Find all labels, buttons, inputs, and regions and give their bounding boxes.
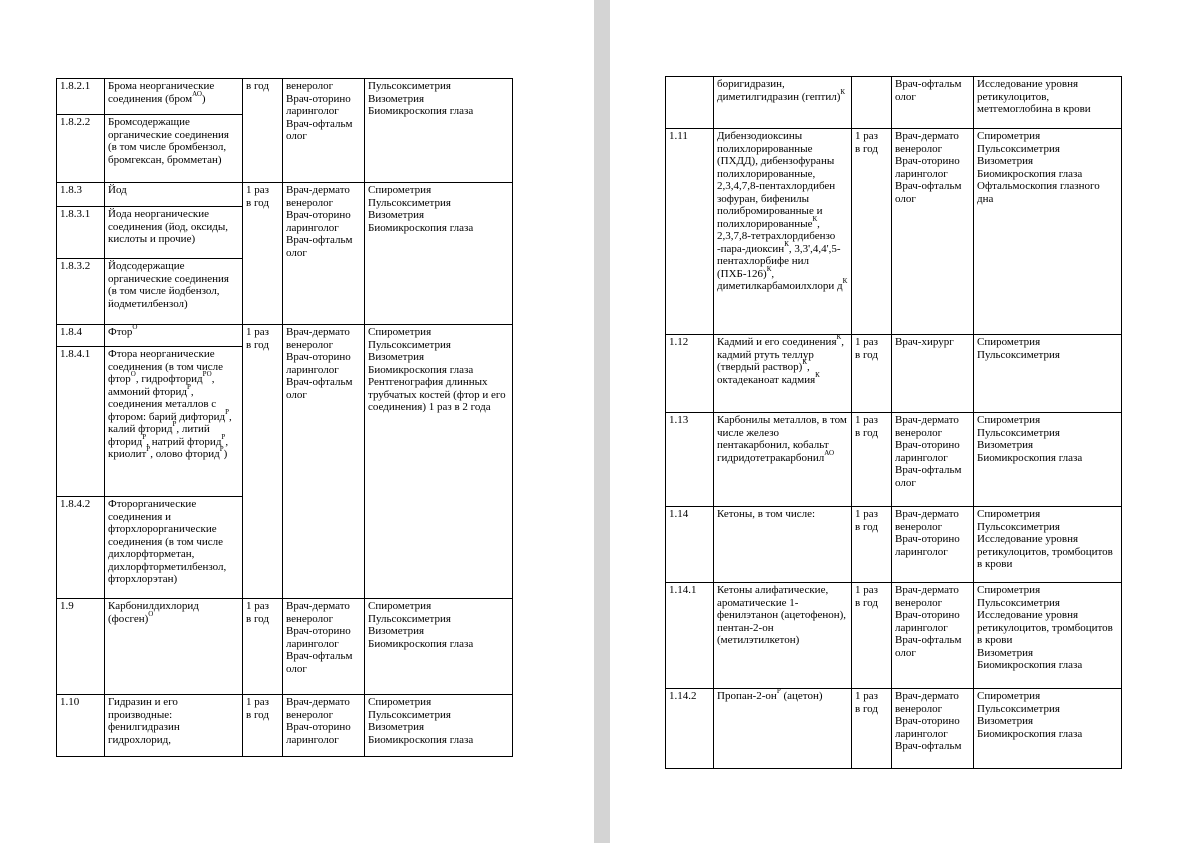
row-doctors: Врач-дермато венеролог Врач-оторино ларинголог — [283, 695, 365, 757]
row-doctors: Врач-дермато венеролог Врач-оторино ларинголог Врач-офтальм олог — [283, 599, 365, 695]
row-frequency — [852, 77, 892, 129]
row-substance: Йод — [105, 183, 243, 207]
row-substance: Кадмий и его соединения$^К$, кадмий ртуть теллур (твердый раствор)$^К$, октадеканоат кадмия$^К$ — [714, 335, 852, 413]
row-frequency: 1 раз в год — [852, 413, 892, 507]
page-gutter — [594, 0, 610, 843]
row-code: 1.8.4.2 — [57, 497, 105, 599]
row-code: 1.8.4 — [57, 325, 105, 347]
row-substance: Дибензодиоксины полихлорированные (ПХДД), дибензофураны полихлорированные, 2,3,4,7,8-пентахлордибен зофуран, бифенилы полибромированные и полихлорированные$^К$, 2,3,7,8-тетрахлордибензо -пара-диоксин$^К$, 3,3',4,4',5-пентахлорбифе нил $(ПХБ-126)^К$, диметилкарбамоилхлори $д^К$ — [714, 129, 852, 335]
row-exams: Спирометрия Пульсоксиметрия Визометрия Биомикроскопия глаза — [365, 695, 513, 757]
row-exams: Спирометрия Пульсоксиметрия Визометрия Биомикроскопия глаза Рентгенография длинных трубчатых костей (фтор и его соединения) 1 раз в 2 года — [365, 325, 513, 599]
row-substance: Фтора неорганические соединения (в том числе фтор$^О$, гидрофторид$^{РО}$, аммоний фторид$^Р$, соединения металлов с фтором: барий дифторид$^Р$, калий фторид$^Р$, литий фторид$^Р$, натрий фторид$^Р$, криолит$^Р$, олово фторид$^Р$) — [105, 347, 243, 497]
table-row — [57, 183, 513, 207]
row-frequency: 1 раз в год — [852, 583, 892, 689]
row-substance: Йодсодержащие органические соединения (в том числе йодбензол, йодметилбензол) — [105, 259, 243, 325]
row-exams: Спирометрия Пульсоксиметрия Визометрия Биомикроскопия глаза — [974, 413, 1122, 507]
table-row — [666, 413, 1122, 507]
row-exams: Исследование уровня ретикулоцитов, метгемоглобина в крови — [974, 77, 1122, 129]
row-doctors: Врач-дермато венеролог Врач-оторино ларинголог Врач-офтальм — [892, 689, 974, 769]
row-exams: Спирометрия Пульсоксиметрия Визометрия Биомикроскопия глаза — [365, 599, 513, 695]
document-page-right — [610, 0, 1200, 843]
table-row — [57, 599, 513, 695]
row-code — [666, 77, 714, 129]
row-substance: Карбонилы металлов, в том числе железо пентакарбонил, кобальт гидридотетракарбонил$^{АО}$ — [714, 413, 852, 507]
table-row — [666, 583, 1122, 689]
row-code: 1.14.2 — [666, 689, 714, 769]
document-page-left — [0, 0, 594, 843]
row-substance: Фтор$^О$ — [105, 325, 243, 347]
row-exams: Спирометрия Пульсоксиметрия Исследование уровня ретикулоцитов, тромбоцитов в крови Визометрия Биомикроскопия глаза — [974, 583, 1122, 689]
row-substance: Кетоны алифатические, ароматические 1-фенилэтанон (ацетофенон), пентан-2-он (метилэтилкетон) — [714, 583, 852, 689]
row-exams: Пульсоксиметрия Визометрия Биомикроскопия глаза — [365, 79, 513, 183]
row-frequency: 1 раз в год — [243, 183, 283, 325]
table-row — [57, 325, 513, 347]
table-row — [666, 129, 1122, 335]
row-code: 1.8.2.2 — [57, 115, 105, 183]
row-frequency: 1 раз в год — [243, 695, 283, 757]
row-substance: Пропан-$2-он^Р$ (ацетон) — [714, 689, 852, 769]
row-substance: боригидразин, диметилгидразин (гептил)$^К$ — [714, 77, 852, 129]
row-exams: Спирометрия Пульсоксиметрия — [974, 335, 1122, 413]
row-code: 1.14.1 — [666, 583, 714, 689]
table-row — [57, 79, 513, 115]
row-doctors: Врач-дермато венеролог Врач-оторино ларинголог Врач-офтальм олог — [283, 183, 365, 325]
row-frequency: 1 раз в год — [852, 507, 892, 583]
row-substance: Карбонилдихлорид (фосген)$^О$ — [105, 599, 243, 695]
row-substance: Йода неорганические соединения (йод, оксиды, кислоты и прочие) — [105, 207, 243, 259]
row-doctors: Врач-дермато венеролог Врач-оторино ларинголог Врач-офтальм олог — [283, 325, 365, 599]
row-frequency: 1 раз в год — [243, 325, 283, 599]
row-doctors: Врач-хирург — [892, 335, 974, 413]
row-code: 1.9 — [57, 599, 105, 695]
row-doctors: Врач-дермато венеролог Врач-оторино ларинголог Врач-офтальм олог — [892, 583, 974, 689]
row-substance: Гидразин и его производные: фенилгидразин гидрохлорид, — [105, 695, 243, 757]
row-substance: Кетоны, в том числе: — [714, 507, 852, 583]
row-doctors: венеролог Врач-оторино ларинголог Врач-офтальм олог — [283, 79, 365, 183]
row-doctors: Врач-дермато венеролог Врач-оторино ларинголог — [892, 507, 974, 583]
table-row — [666, 507, 1122, 583]
row-doctors: Врач-дермато венеролог Врач-оторино ларинголог Врач-офтальм олог — [892, 129, 974, 335]
hazard-table-left — [56, 78, 513, 757]
table-row — [666, 689, 1122, 769]
row-exams: Спирометрия Пульсоксиметрия Исследование уровня ретикулоцитов, тромбоцитов в крови — [974, 507, 1122, 583]
hazard-table-right — [665, 76, 1122, 769]
row-code: 1.13 — [666, 413, 714, 507]
table-row — [666, 335, 1122, 413]
row-doctors: Врач-дермато венеролог Врач-оторино ларинголог Врач-офтальм олог — [892, 413, 974, 507]
row-exams: Спирометрия Пульсоксиметрия Визометрия Биомикроскопия глаза — [974, 689, 1122, 769]
row-frequency: 1 раз в год — [852, 689, 892, 769]
row-frequency: 1 раз в год — [852, 129, 892, 335]
row-code: 1.8.3.1 — [57, 207, 105, 259]
row-exams: Спирометрия Пульсоксиметрия Визометрия Биомикроскопия глаза — [365, 183, 513, 325]
row-code: 1.10 — [57, 695, 105, 757]
row-code: 1.14 — [666, 507, 714, 583]
row-substance: Брома неорганические соединения (бром$^{АО}$) — [105, 79, 243, 115]
row-substance: Бромсодержащие органические соединения (в том числе бромбензол, бромгексан, бромметан) — [105, 115, 243, 183]
row-exams: Спирометрия Пульсоксиметрия Визометрия Биомикроскопия глаза Офтальмоскопия глазного дна — [974, 129, 1122, 335]
row-code: 1.8.4.1 — [57, 347, 105, 497]
row-frequency: 1 раз в год — [243, 599, 283, 695]
row-substance: Фторорганические соединения и фторхлорорганические соединения (в том числе дихлорфторметан, дихлорфторметилбензол, фторхлорэтан) — [105, 497, 243, 599]
row-code: 1.8.3 — [57, 183, 105, 207]
row-code: 1.8.3.2 — [57, 259, 105, 325]
row-code: 1.8.2.1 — [57, 79, 105, 115]
row-frequency: 1 раз в год — [852, 335, 892, 413]
row-code: 1.11 — [666, 129, 714, 335]
row-frequency: в год — [243, 79, 283, 183]
row-code: 1.12 — [666, 335, 714, 413]
table-row — [666, 77, 1122, 129]
row-doctors: Врач-офтальм олог — [892, 77, 974, 129]
table-row — [57, 695, 513, 757]
